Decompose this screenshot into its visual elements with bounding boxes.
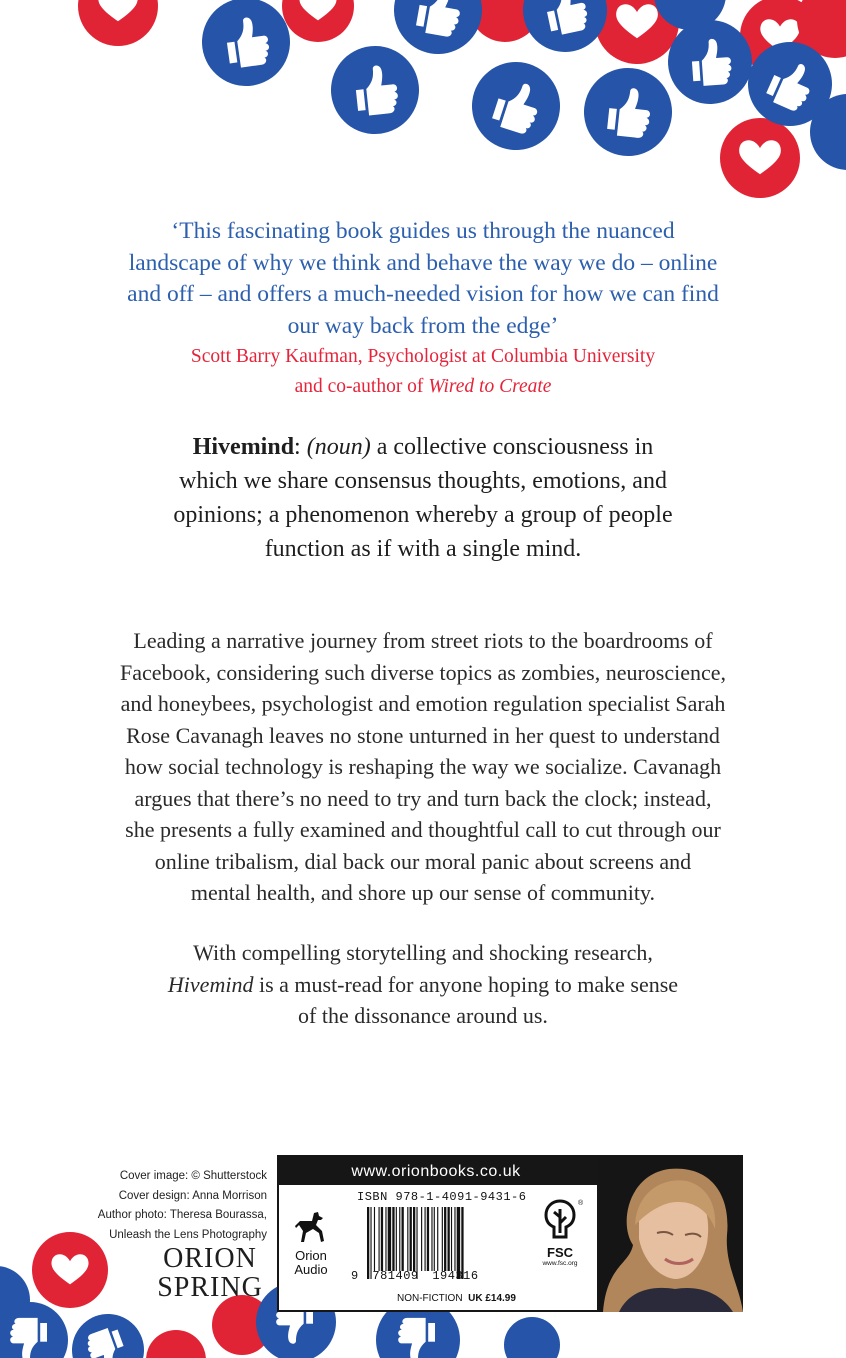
barcode-bar [442,1207,443,1271]
heart-icon [720,118,800,198]
blurb-line: how social technology is reshaping the way we socialize. Cavanagh [124,754,722,779]
definition-part-of-speech: (noun) [306,434,371,460]
thumbs-up-icon [504,1317,560,1358]
blurb-line [60,969,786,1001]
thumbs-up-icon [461,51,572,162]
barcode-bar [374,1207,375,1271]
barcode-bar [444,1207,446,1271]
barcode-bar [454,1207,455,1271]
barcode-bar [410,1207,412,1271]
barcode-bar [427,1207,429,1271]
price-label: UK £14.99 [468,1293,516,1304]
thumbs-down-icon [0,1302,68,1358]
imprint-line2: Audio [294,1262,328,1277]
fsc-logo [531,1197,589,1268]
quote-line: ‘This fascinating book guides us through the nuanced [171,218,675,244]
price-line [397,1293,516,1304]
thumbs-up-icon [387,0,489,61]
credit-line: Unleash the Lens Photography [109,1228,267,1241]
barcode-bar [392,1207,394,1271]
endorsement-quote [40,216,806,342]
publisher-logo [150,1245,270,1303]
barcode-bar [431,1207,432,1271]
barcode-bar [413,1207,415,1271]
fsc-label: FSC [547,1245,573,1260]
quote-line: and off – and offers a much-needed vision for how we can find [127,281,719,307]
barcode-bar [399,1207,400,1271]
blurb-line: and honeybees, psychologist and emotion regulation specialist Sarah [120,691,726,716]
blurb-paragraph-2 [60,937,786,1032]
imprint-line1: Orion [295,1248,327,1263]
barcode-digits-left: 781409 [372,1269,419,1283]
heart-icon [78,0,158,46]
definition-line: function as if with a single mind. [264,536,582,562]
cover-credits [98,1167,267,1245]
quote-line: our way back from the edge’ [287,312,559,339]
blurb-line: Facebook, considering such diverse topics as zombies, neuroscience, [119,659,727,685]
fsc-url: www.fsc.org [542,1260,578,1267]
barcode-bar [407,1207,408,1271]
publisher-logo-line1: ORION [163,1243,257,1274]
barcode-digits [351,1269,507,1283]
fsc-registered-mark: ® [578,1200,583,1207]
attribution-name: Scott Barry Kaufman, Psychologist at Columbia University [190,346,656,367]
heart-icon [32,1232,108,1308]
attribution-prefix: and co-author of [294,376,424,397]
heart-icon [146,1330,206,1358]
barcode-bar [402,1207,404,1271]
thumbs-up-icon [327,42,424,139]
barcode-panel [277,1155,743,1312]
book-title: Hivemind [167,971,254,997]
blurb-line: With compelling storytelling and shocking research, [193,940,653,965]
barcode-bar [381,1207,383,1271]
definition-line [60,430,786,464]
barcode-digits-right: 194316 [432,1269,479,1283]
blurb-line: online tribalism, dial back our moral panic about screens and [154,848,692,874]
definition-line: which we share consensus thoughts, emotions, and [179,468,667,494]
credit-line: Cover image: © Shutterstock [119,1170,267,1182]
author-photo [599,1155,743,1312]
barcode-box [279,1185,597,1310]
thumbs-up-icon [196,0,295,92]
blurb-line: Rose Cavanagh leaves no stone unturned in her quest to understand [126,722,720,748]
publisher-url: www.orionbooks.co.uk [351,1163,521,1180]
author-portrait-icon [599,1155,743,1312]
barcode-bar [451,1207,452,1271]
blurb-line: argues that there’s no need to try and turn back the clock; instead, [134,785,712,811]
thumbs-down-icon [62,1304,154,1358]
definition-term: Hivemind [192,434,295,460]
blurb-line: she presents a fully examined and thoughtful call to cut through our [125,817,721,842]
credit-line: Author photo: Theresa Bourassa, [97,1209,267,1221]
barcode-digits-prefix: 9 [351,1269,359,1283]
category-label: NON-FICTION [397,1293,463,1304]
credit-line: Cover design: Anna Morrison [118,1189,267,1202]
definition-text: a collective consciousness in [376,434,654,460]
blurb-line: of the dissonance around us. [298,1003,548,1028]
barcode-bar [388,1207,391,1271]
blurb-line: Leading a narrative journey from street riots to the boardrooms of [133,628,713,653]
quote-attribution [40,342,806,402]
running-dog-icon [294,1211,328,1247]
barcode-bar [437,1207,438,1271]
definition-colon: : [294,434,301,460]
isbn-text: ISBN 978-1-4091-9431-6 [357,1190,527,1204]
barcode-bar [421,1207,422,1271]
attribution-book-title: Wired to Create [428,376,552,397]
barcode-bar [379,1207,380,1271]
barcode-bar [448,1207,450,1271]
thumbs-up-icon [515,0,615,60]
heart-icon [282,0,354,42]
barcode-bar [385,1207,386,1271]
orion-audio-logo [281,1211,341,1277]
blurb-paragraph-1 [40,625,806,909]
barcode-bar [434,1207,435,1271]
quote-line: landscape of why we think and behave the way we do – online [128,249,718,276]
thumbs-up-icon [580,64,677,161]
attribution-coauthor [40,372,806,402]
definition-line: opinions; a phenomenon whereby a group of people [173,502,673,528]
blurb-line: mental health, and shore up our sense of community. [190,880,656,905]
barcode-bar [425,1207,426,1271]
barcode-bar [396,1207,397,1271]
blurb-text: is a must-read for anyone hoping to make sense [253,971,679,997]
fsc-tree-icon [537,1197,583,1241]
hivemind-definition [60,430,786,566]
publisher-logo-line2: SPRING [157,1272,263,1303]
